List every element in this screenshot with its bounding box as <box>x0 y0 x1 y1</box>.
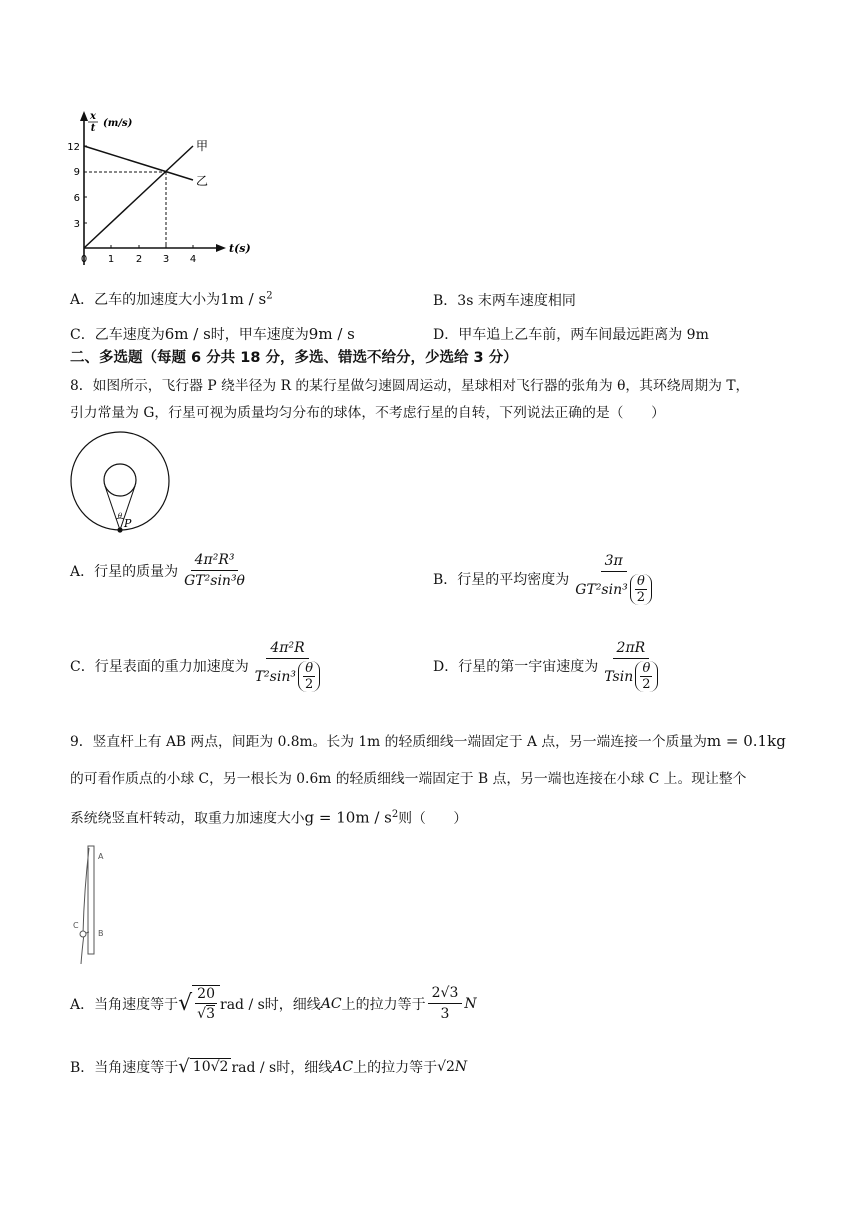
y-axis-unit: (m/s) <box>103 118 133 129</box>
q9-option-b-mid: 上的拉力等于 <box>353 1059 438 1076</box>
q9-option-a[interactable] <box>70 985 477 1022</box>
theta-label: θ <box>117 512 123 520</box>
tangent-line-left <box>105 486 120 530</box>
label-c: C <box>73 921 79 930</box>
x-tick-4: 4 <box>189 254 197 265</box>
planet-circle <box>104 464 136 496</box>
q7-option-c-mid: 时，甲车速度为 <box>210 327 309 343</box>
series-label-jia: 甲 <box>196 139 209 153</box>
q9-option-a-tension-fraction <box>428 985 463 1022</box>
sqrt-icon: √ <box>178 1056 190 1077</box>
q9-stem-line-3-text: 系统绕竖直杆转动，取重力加速度大小 <box>70 810 305 827</box>
q8-option-a-denominator: GT²sin³θ <box>184 573 245 589</box>
label-b: B <box>98 929 104 938</box>
q9-option-a-mid: 上的拉力等于 <box>341 996 426 1013</box>
q8-option-a[interactable] <box>70 552 251 589</box>
q9-option-b-sqrt <box>178 1056 231 1077</box>
q8-option-b-numerator: 3π <box>601 553 627 572</box>
q7-option-c-v2: 9m / s <box>308 325 355 343</box>
q8-option-c-fraction <box>251 640 325 692</box>
q9-stem-line-3-post: 则（ ） <box>398 810 468 827</box>
q7-option-b[interactable] <box>433 290 576 310</box>
q9-option-a-unit: rad / s时，细线 <box>220 996 321 1013</box>
q9-option-a-ac: AC <box>320 995 342 1012</box>
q8-option-d-half-theta <box>635 661 657 692</box>
x-tick-0: 0 <box>80 254 88 265</box>
y-tick-9: 9 <box>73 167 80 178</box>
q9-stem-line-3 <box>70 805 467 829</box>
q9-stem-line-2: 的可看作质点的小球 C，另一根长为 0.6m 的轻质细线一端固定于 B 点，另一端也连接在小球 C 上。现让整个 <box>70 771 747 787</box>
q8-option-d-numerator: 2πR <box>613 640 650 659</box>
q8-option-b-half-theta <box>630 574 652 605</box>
q8-option-a-fraction <box>180 552 249 589</box>
q7-option-c-v1: 6m / s <box>164 325 211 343</box>
q7-option-c-pre: C．乙车速度为 <box>70 327 165 343</box>
series-line-jia <box>84 146 193 248</box>
sqrt-icon: √ <box>197 1005 207 1022</box>
q8-option-c-two: 2 <box>304 677 314 692</box>
q9-option-b-unit: rad / s时，细线 <box>231 1059 333 1076</box>
q8-option-c-text: C．行星表面的重力加速度为 <box>70 659 249 675</box>
q8-option-b-den-text: GT²sin³ <box>575 581 628 598</box>
q8-option-b-theta: θ <box>636 574 645 589</box>
q8-option-d-two: 2 <box>642 677 651 692</box>
velocity-time-graph <box>60 105 260 275</box>
q8-option-d-fraction <box>600 640 661 692</box>
q8-option-b[interactable] <box>433 553 658 605</box>
q8-option-d[interactable] <box>433 640 664 692</box>
y-axis-label-top: x <box>90 111 96 122</box>
series-line-yi <box>84 146 193 180</box>
y-tick-3: 3 <box>73 219 80 230</box>
q8-option-a-text: A．行星的质量为 <box>70 563 179 580</box>
q9-stem-line-1 <box>70 731 786 752</box>
q9-option-a-tension-den: 3 <box>440 1006 450 1022</box>
vertical-rod <box>88 846 94 954</box>
q8-stem-line-2: 引力常量为 G，行星可视为质量均匀分布的球体，不考虑行星的自转，下列说法正确的是（ ） <box>70 405 665 421</box>
q8-option-c[interactable] <box>70 640 326 692</box>
q7-option-d[interactable] <box>433 324 709 344</box>
q9-option-a-sqrt <box>178 985 220 1022</box>
q8-option-c-theta: θ <box>305 661 314 676</box>
q9-option-a-tension-num: 2√3 <box>428 985 463 1004</box>
q8-option-b-text: B．行星的平均密度为 <box>433 572 570 588</box>
q9-rod-figure <box>72 842 112 970</box>
q9-option-a-sqrt-body <box>192 985 220 1022</box>
x-tick-2: 2 <box>135 254 143 265</box>
ball-c <box>80 931 86 937</box>
spacecraft-point <box>117 527 122 532</box>
series-label-yi: 乙 <box>196 174 209 188</box>
q8-option-d-theta: θ <box>642 661 651 676</box>
q8-option-d-text: D．行星的第一宇宙速度为 <box>433 659 599 675</box>
q9-option-a-pre: A．当角速度等于 <box>70 996 179 1013</box>
x-tick-1: 1 <box>107 254 115 265</box>
q9-option-a-sqrt-fraction <box>195 986 217 1022</box>
q8-option-d-denominator <box>600 659 661 692</box>
q7-option-c[interactable] <box>70 324 355 344</box>
q8-option-c-den-text: T²sin³ <box>254 668 296 685</box>
x-axis-arrow <box>216 244 226 252</box>
section-2-heading: 二、多选题（每题 6 分共 18 分，多选、错选不给分，少选给 3 分） <box>70 350 518 366</box>
q9-option-a-sqrt-den <box>195 1004 217 1022</box>
q9-option-a-n: N <box>464 995 477 1012</box>
q7-option-b-text: B．3s 末两车速度相同 <box>433 293 576 309</box>
label-a: A <box>98 852 104 861</box>
q7-option-a[interactable] <box>70 289 273 309</box>
q8-option-c-numerator: 4π²R <box>266 640 308 659</box>
q8-orbit-figure <box>68 430 178 536</box>
q9-option-b-sqrt-body: 10√2 <box>190 1058 232 1075</box>
q8-option-a-numerator: 4π²R³ <box>191 552 239 571</box>
q8-option-b-two: 2 <box>636 590 646 605</box>
string-tail <box>81 934 84 964</box>
q9-gravity-sup: 2 <box>391 809 399 820</box>
x-axis-label: t(s) <box>229 242 251 255</box>
y-tick-12: 12 <box>67 142 80 153</box>
q8-stem-line-1: 8．如图所示，飞行器 P 绕半径为 R 的某行星做匀速圆周运动，星球相对飞行器的张角为 θ，其环绕周期为 T， <box>70 378 750 394</box>
q8-option-b-fraction <box>571 553 656 605</box>
y-axis-label-bottom: t <box>90 123 96 134</box>
q9-option-a-sqrt-num: 20 <box>197 986 215 1002</box>
q9-option-b-pre: B．当角速度等于 <box>70 1059 179 1076</box>
q9-mass-eq: m = 0.1kg <box>706 732 786 750</box>
sqrt-icon: √ <box>178 991 193 1016</box>
q9-option-b-n: N <box>454 1058 468 1075</box>
q8-option-b-denominator <box>571 572 656 605</box>
q9-stem-line-1-text: 9．竖直杆上有 AB 两点，间距为 0.8m。长为 1m 的轻质细线一端固定于 A 点，另一端连接一个质量为 <box>70 734 707 750</box>
q7-option-d-text: D．甲车追上乙车前，两车间最远距离为 9m <box>433 327 709 343</box>
q9-option-b-value: √2 <box>437 1058 455 1075</box>
q8-option-c-denominator <box>251 659 325 692</box>
q7-option-a-text: A．乙车的加速度大小为 <box>70 292 221 308</box>
q9-option-a-sqrt-den-val: 3 <box>206 1006 215 1022</box>
q8-option-c-half-theta <box>298 661 320 692</box>
y-axis-arrow <box>80 111 88 121</box>
y-tick-6: 6 <box>73 193 80 204</box>
q9-option-b[interactable] <box>70 1056 467 1077</box>
q7-option-a-sup: 2 <box>266 290 273 302</box>
q9-gravity-eq: g = 10m / s <box>304 808 392 827</box>
q8-option-d-den-text: Tsin <box>604 668 634 685</box>
x-tick-3: 3 <box>162 254 170 265</box>
q7-option-a-value: 1m / s <box>220 290 267 308</box>
p-label: P <box>124 517 132 530</box>
q9-option-b-ac: AC <box>332 1058 354 1075</box>
